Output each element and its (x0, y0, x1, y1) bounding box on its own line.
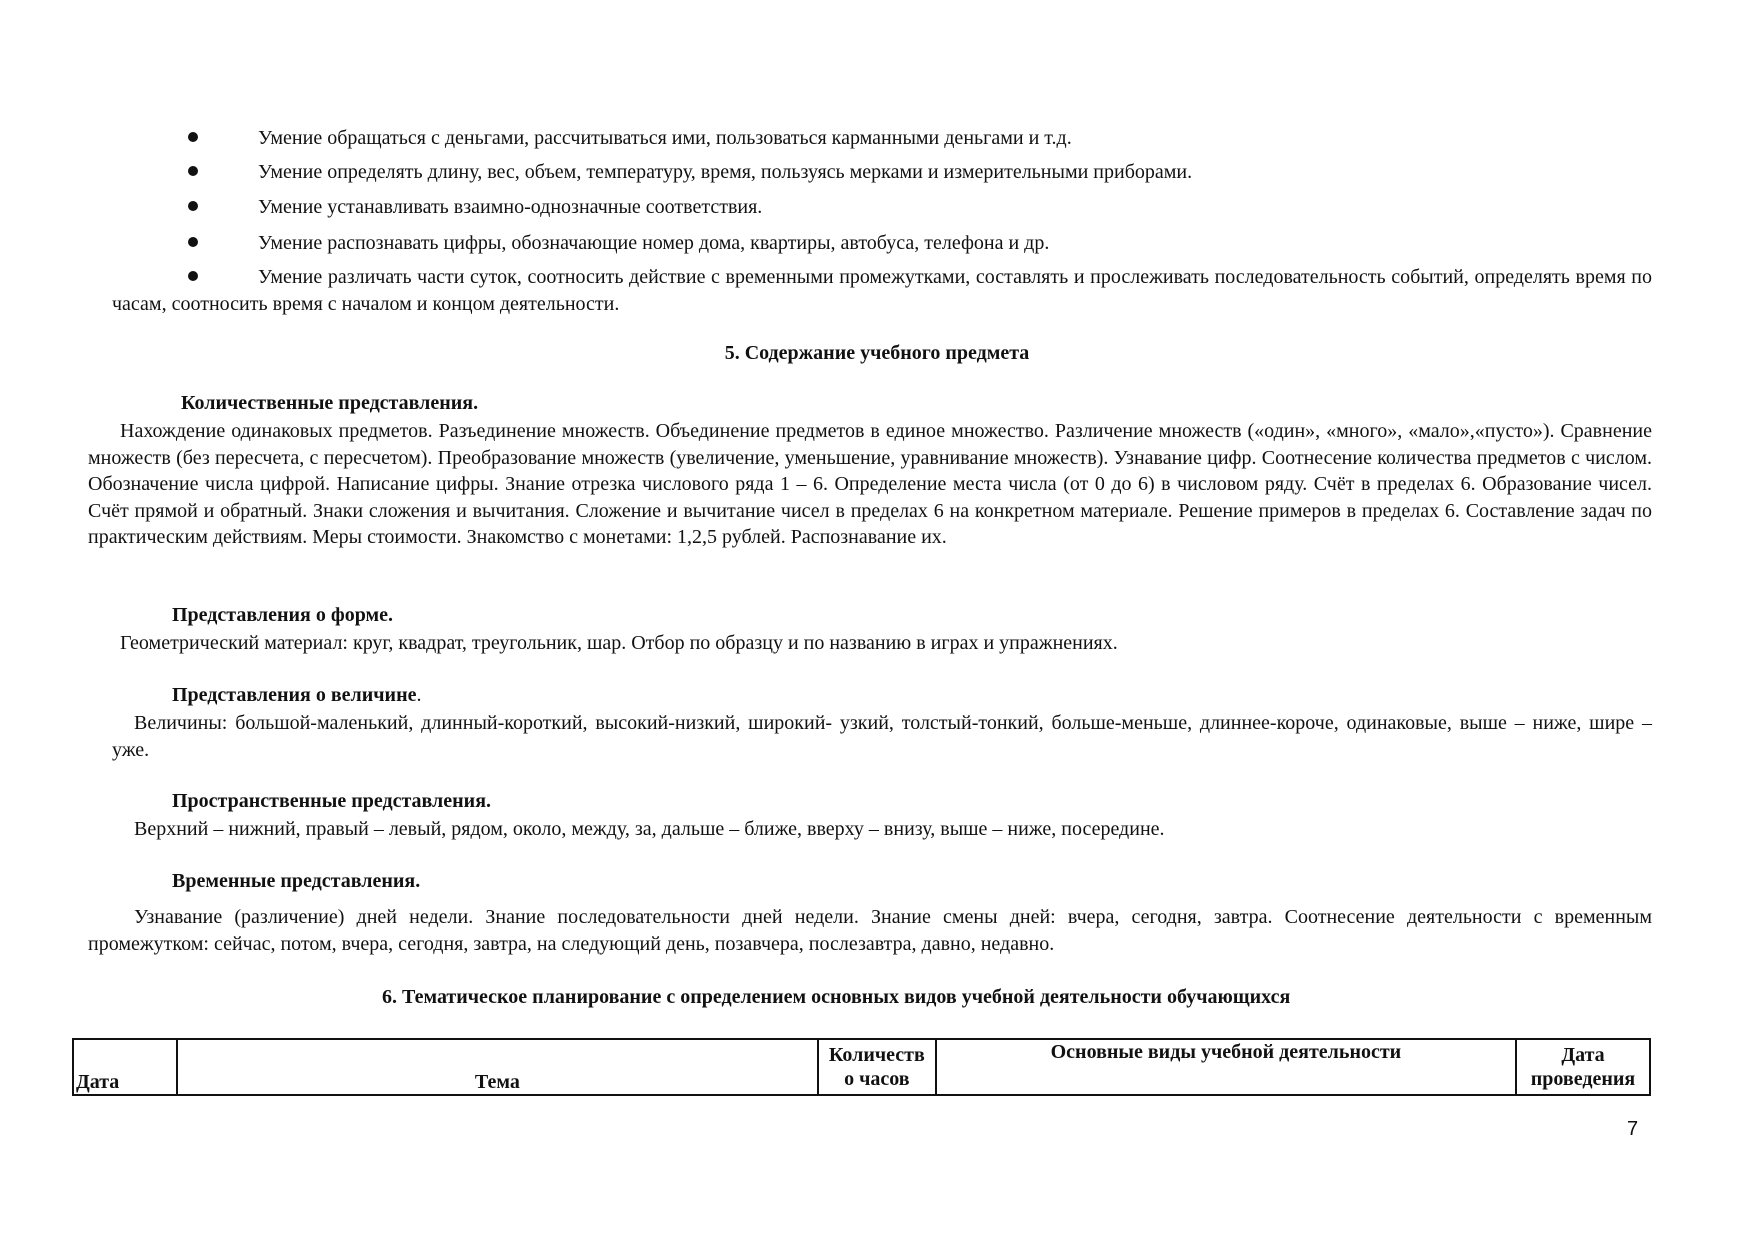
time-text-body: Узнавание (различение) дней недели. Знание последовательности дней недели. Знание смены дней: вчера, сегодня, завтра. Соотнесение деятельности с временным промежутком: сейчас, потом, вчера, сегодня, завтра, на следующий день, позавчера, послезавтра, давно, недавно. (88, 906, 1652, 955)
bullet-icon (188, 201, 198, 211)
size-heading-text: Представления о величине (172, 684, 417, 706)
page-number: 7 (1627, 1118, 1639, 1140)
time-text (88, 904, 1652, 957)
skill-item-wrapped (112, 264, 1652, 317)
quantity-text-body: Нахождение одинаковых предметов. Разъединение множеств. Объединение предметов в единое множество. Различение множеств («один», «много», «мало»,«пусто»). Сравнение множеств (без пересчета, с пересчетом). Преобразование множеств (увеличение, уменьшение, уравнивание множеств). Узнавание цифр. Соотнесение количества предметов с числом. Обозначение числа цифрой. Написание цифры. Знание отрезка числового ряда 1 – 6. Определение места числа (от 0 до 6) в числовом ряду. Счёт в пределах 6. Образование чисел. Счёт прямой и обратный. Знаки сложения и вычитания. Сложение и вычитание чисел в пределах 6 на конкретном материале. Решение примеров в пределах 6. Составление задач по практическим действиям. Меры стоимости. Знакомство с монетами: 1,2,5 рублей. Распознавание их. (88, 420, 1652, 548)
table-header-row (73, 1039, 1650, 1095)
col-hours-line2: о часов (844, 1068, 910, 1090)
col-held-date (1516, 1039, 1650, 1095)
shape-heading: Представления о форме. (172, 604, 394, 626)
col-held-line2: проведения (1530, 1068, 1636, 1090)
col-topic: Тема (177, 1039, 818, 1095)
space-heading: Пространственные представления. (172, 790, 492, 812)
skill-item-text: Умение различать части суток, соотносить действие с временными промежутками, составлять и прослеживать последовательность событий, определять время по часам, соотносить время с началом и концом деятельности. (112, 266, 1652, 315)
planning-table (72, 1038, 1651, 1096)
bullet-icon (188, 132, 198, 142)
col-activities: Основные виды учебной деятельности (936, 1039, 1516, 1095)
col-hours (818, 1039, 936, 1095)
bullet-icon (188, 237, 198, 247)
time-heading: Временные представления. (172, 870, 421, 892)
bullet-icon (188, 166, 198, 176)
size-text (112, 710, 1652, 763)
col-hours-line1: Количеств (828, 1044, 925, 1066)
shape-text (88, 630, 1652, 657)
skill-item: Умение распознавать цифры, обозначающие номер дома, квартиры, автобуса, телефона и др. (258, 232, 1050, 254)
col-date: Дата (73, 1039, 177, 1095)
quantity-text (88, 418, 1652, 551)
space-text (112, 816, 1652, 843)
size-heading: Представления о величине. (172, 684, 422, 706)
col-held-line1: Дата (1561, 1044, 1605, 1066)
section-6-title: 6. Тематическое планирование с определением основных видов учебной деятельности обучающихся (382, 986, 1291, 1008)
section-5-title: 5. Содержание учебного предмета (724, 342, 1030, 364)
skill-item: Умение устанавливать взаимно-однозначные соответствия. (258, 196, 763, 218)
skill-item: Умение обращаться с деньгами, рассчитываться ими, пользоваться карманными деньгами и т.д. (258, 127, 1072, 149)
size-text-body: Величины: большой-маленький, длинный-короткий, высокий-низкий, широкий- узкий, толстый-тонкий, больше-меньше, длиннее-короче, одинаковые, выше – ниже, шире – уже. (112, 712, 1652, 761)
shape-text-body: Геометрический материал: круг, квадрат, треугольник, шар. Отбор по образцу и по названию в играх и упражнениях. (120, 632, 1118, 654)
skill-item: Умение определять длину, вес, объем, температуру, время, пользуясь мерками и измерительными приборами. (258, 161, 1193, 183)
quantity-heading: Количественные представления. (181, 392, 479, 414)
space-text-body: Верхний – нижний, правый – левый, рядом, около, между, за, дальше – ближе, вверху – внизу, выше – ниже, посередине. (134, 818, 1165, 840)
